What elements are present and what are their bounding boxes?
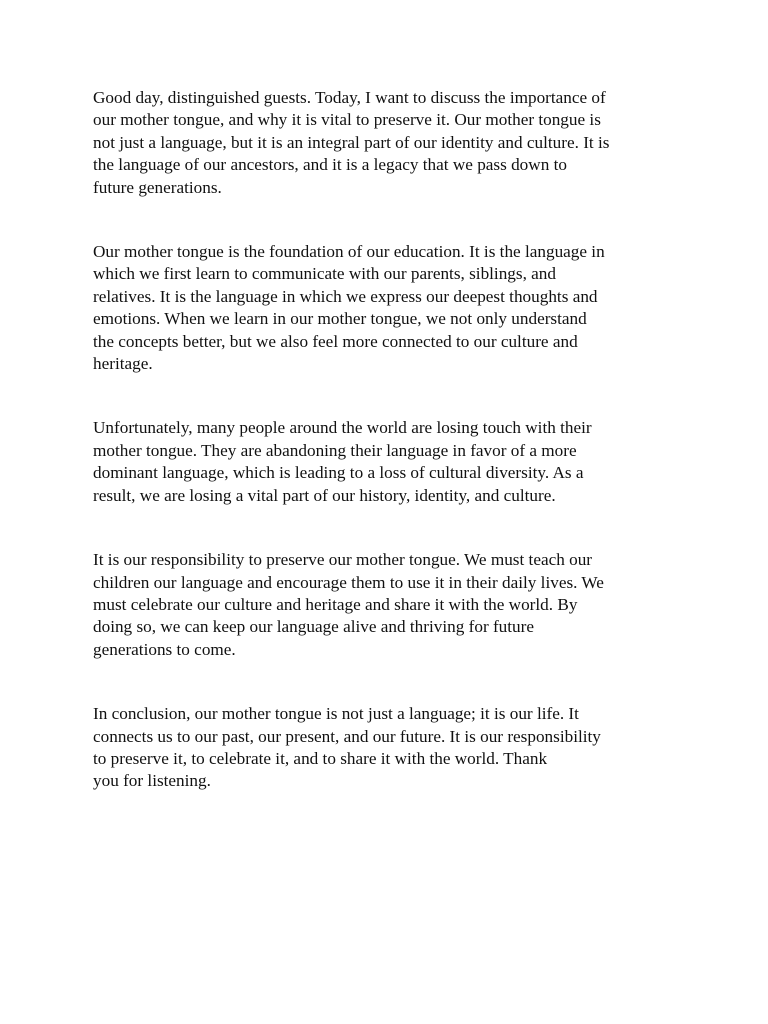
text-line: Good day, distinguished guests. Today, I want to discuss the importance of bbox=[93, 88, 606, 107]
text-line: Our mother tongue is the foundation of our education. It is the language in bbox=[93, 242, 605, 262]
paragraph-conclusion bbox=[93, 703, 683, 793]
text-line: which we first learn to communicate with our parents, siblings, and bbox=[93, 264, 556, 284]
paragraph-education bbox=[93, 241, 683, 375]
text-line: you for listening. bbox=[93, 771, 211, 791]
text-line: must celebrate our culture and heritage and share it with the world. By bbox=[93, 594, 578, 614]
paragraph-responsibility bbox=[93, 549, 683, 661]
text-line: doing so, we can keep our language alive and thriving for future bbox=[93, 617, 535, 637]
text-line: connects us to our past, our present, and our future. It is our responsibility bbox=[93, 726, 601, 746]
text-line: In conclusion, our mother tongue is not just a language; it is our life. It bbox=[93, 704, 579, 724]
text-line: children our language and encourage them to use it in their daily lives. We bbox=[93, 572, 604, 592]
text-line: heritage. bbox=[93, 354, 153, 374]
text-line: It is our responsibility to preserve our mother tongue. We must teach our bbox=[93, 550, 593, 570]
document-body bbox=[93, 87, 683, 835]
text-line: dominant language, which is leading to a loss of cultural diversity. As a bbox=[93, 463, 584, 483]
text-line: not just a language, but it is an integral part of our identity and culture. It is bbox=[93, 132, 610, 152]
text-line: to preserve it, to celebrate it, and to share it with the world. Thank bbox=[93, 748, 548, 768]
text-line: future generations. bbox=[93, 177, 222, 197]
text-line: the concepts better, but we also feel more connected to our culture and bbox=[93, 331, 578, 351]
text-line: mother tongue. They are abandoning their language in favor of a more bbox=[93, 440, 577, 460]
text-line: our mother tongue, and why it is vital to preserve it. Our mother tongue is bbox=[93, 110, 601, 130]
text-line: Unfortunately, many people around the world are losing touch with their bbox=[93, 418, 592, 438]
text-line: result, we are losing a vital part of our history, identity, and culture. bbox=[93, 485, 556, 505]
paragraph-introduction bbox=[93, 87, 683, 199]
text-line: relatives. It is the language in which we express our deepest thoughts and bbox=[93, 286, 598, 306]
text-line: the language of our ancestors, and it is a legacy that we pass down to bbox=[93, 155, 567, 175]
text-line: generations to come. bbox=[93, 639, 236, 659]
paragraph-loss bbox=[93, 417, 683, 507]
text-line: emotions. When we learn in our mother tongue, we not only understand bbox=[93, 309, 587, 329]
